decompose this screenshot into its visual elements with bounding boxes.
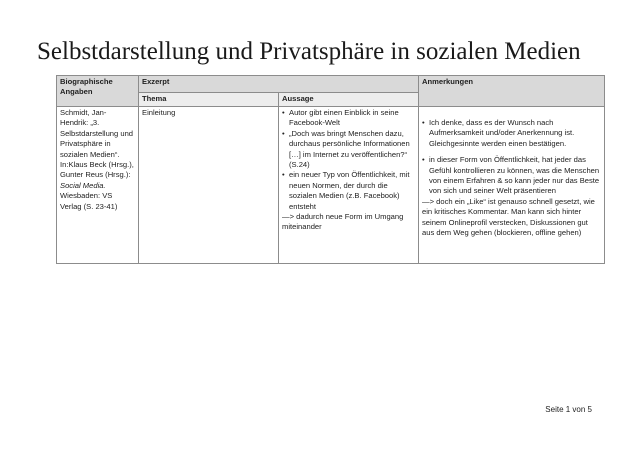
page-number: Seite 1 von 5 — [545, 405, 592, 414]
thema-cell — [139, 107, 279, 264]
list-item: • Autor gibt einen Einblick in seine Facebook-Welt — [282, 108, 399, 128]
source-title-italic: Social Media. — [60, 180, 106, 190]
header-row — [57, 76, 605, 93]
source-citation: Schmidt, Jan- Hendrik: „3. Selbstdarstellung und Privatsphäre in sozialen Medien“. In:Klaus Beck (Hrsg.), Gunter Reus (Hrsg.): — [60, 108, 134, 180]
header-biographische-angaben: Biographische Angaben — [57, 76, 139, 107]
source-cell — [57, 107, 139, 264]
header-anmerkungen: Anmerkungen — [419, 76, 605, 107]
bullet-icon: • — [282, 128, 285, 138]
bullet-icon: • — [282, 108, 285, 117]
arrow-note: —> doch ein „Like“ ist genauso schnell gesetzt, wie ein kritisches Kommentar. Man kann sich hinter seinem Onlineprofil verstecken, Diskussionen gut aus dem Weg gehen (blockieren, offline gehen) — [422, 196, 595, 238]
source-publisher: Wiesbaden: VS Verlag (S. 23-41) — [60, 191, 118, 211]
page-title: Selbstdarstellung und Privatsphäre in sozialen Medien — [37, 38, 581, 65]
bullet-icon: • — [422, 155, 425, 165]
subheader-thema: Thema — [139, 93, 279, 107]
list-item: • Ich denke, dass es der Wunsch nach Aufmerksamkeit und/oder Anerkennung ist. Gleichgesinnte werden einen bestätigen. — [422, 118, 575, 148]
aussage-cell — [279, 107, 419, 264]
header-exzerpt: Exzerpt — [139, 76, 419, 93]
arrow-note: —> dadurch neue Form im Umgang miteinander — [282, 212, 404, 232]
bullet-icon: • — [282, 170, 285, 180]
anmerkungen-cell — [419, 107, 605, 264]
table-row — [57, 107, 605, 264]
list-item: • „Doch was bringt Menschen dazu, durchaus persönliche Informationen […] im Internet zu veröffentlichen?“ (S.24) — [282, 128, 410, 170]
subheader-aussage: Aussage — [279, 93, 419, 107]
bullet-icon: • — [422, 118, 425, 127]
list-item: • ein neuer Typ von Öffentlichkeit, mit neuen Normen, der durch die sozialen Medien (z.B. Facebook) entsteht — [282, 170, 410, 211]
excerpt-table — [56, 75, 605, 264]
thema-text: Einleitung — [142, 108, 176, 117]
list-item: • in dieser Form von Öffentlichkeit, hat jeder das Gefühl kontrollieren zu können, was die Menschen von einem Erfahren & so kann jeder nur das Beste von sich und seiner Welt präsentieren — [422, 155, 600, 196]
